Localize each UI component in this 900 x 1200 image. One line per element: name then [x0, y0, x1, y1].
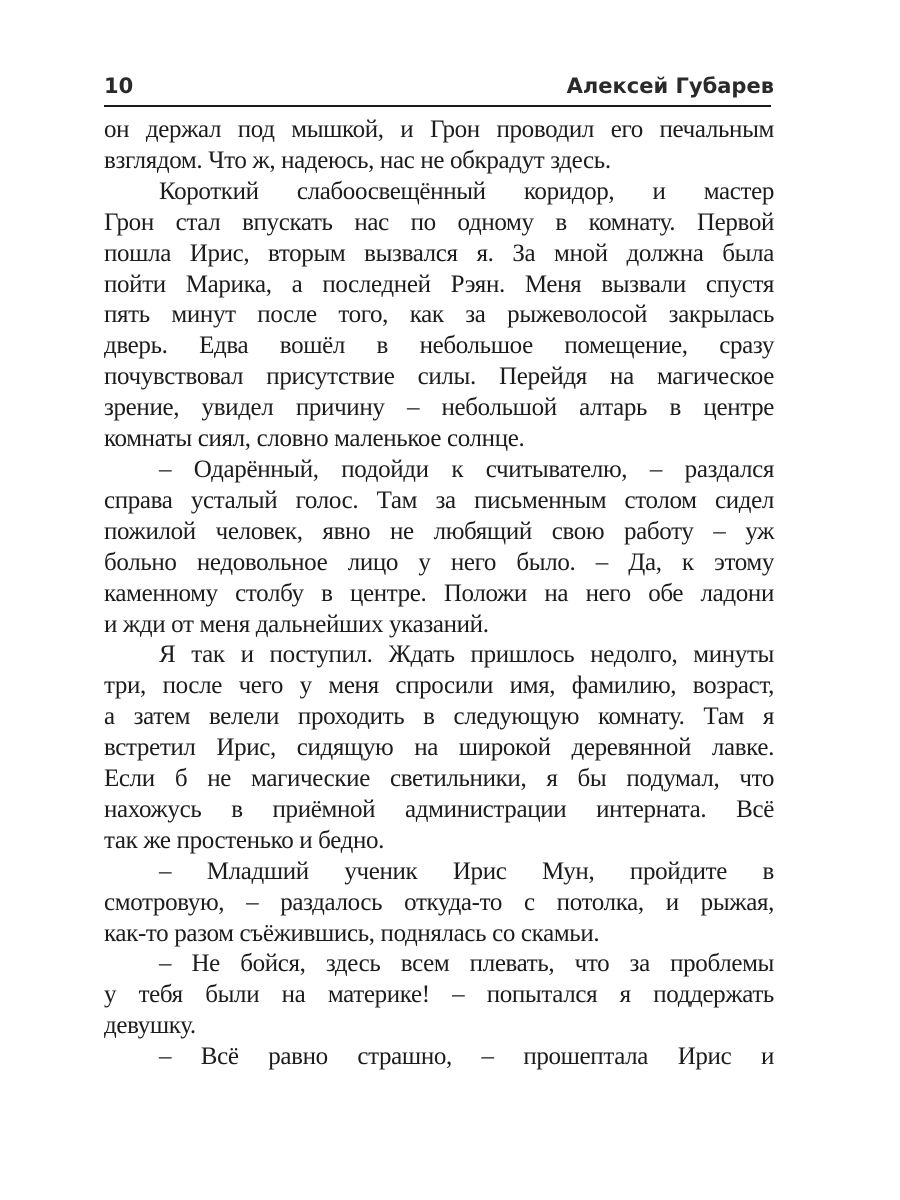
- text-line: он держал под мышкой, и Грон проводил его печальным: [104, 116, 774, 143]
- text-line: а затем велели проходить в следующую комнату. Там я: [104, 703, 774, 731]
- text-line: комнаты сиял, словно маленькое солнце.: [104, 425, 525, 453]
- header-rule: [104, 105, 771, 107]
- text-line: – Одарённый, подойди к считывателю, – раздался: [159, 455, 774, 483]
- text-line: как-то разом съёжившись, поднялась со скамьи.: [104, 919, 600, 947]
- text-line: взглядом. Что ж, надеюсь, нас не обкрадут здесь.: [104, 146, 611, 174]
- page-number: 10: [104, 74, 134, 98]
- text-line: справа усталый голос. Там за письменным столом сидел: [104, 486, 774, 514]
- text-line: Грон стал впускать нас по одному в комнату. Первой: [104, 208, 774, 236]
- book-page: [104, 70, 774, 1073]
- text-line: – Не бойся, здесь всем плевать, что за проблемы: [159, 950, 774, 978]
- text-line: встретил Ирис, сидящую на широкой деревянной лавке.: [104, 734, 774, 762]
- text-line: пойти Марика, а последней Рэян. Меня вызвали спустя: [104, 270, 774, 298]
- text-line: больно недовольное лицо у него было. – Да, к этому: [104, 548, 774, 576]
- text-line: зрение, увидел причину – небольшой алтарь в центре: [104, 394, 774, 422]
- running-head: [104, 70, 774, 102]
- text-line: три, после чего у меня спросили имя, фамилию, возраст,: [104, 672, 774, 700]
- text-line: пожилой человек, явно не любящий свою работу – уж: [104, 517, 774, 545]
- body-text: [104, 115, 774, 1073]
- text-line: смотровую, – раздалось откуда-то с потолка, и рыжая,: [104, 888, 774, 916]
- text-line: девушку.: [104, 1012, 196, 1040]
- text-line: так же простенько и бедно.: [104, 826, 385, 854]
- text-line: каменному столбу в центре. Положи на него обе ладони: [104, 579, 774, 607]
- text-line: и жди от меня дальнейших указаний.: [104, 610, 489, 638]
- text-line: у тебя были на материке! – попытался я поддержать: [104, 981, 774, 1009]
- text-line: пять минут после того, как за рыжеволосой закрылась: [104, 301, 774, 329]
- text-line: нахожусь в приёмной администрации интерната. Всё: [104, 795, 774, 823]
- text-line: дверь. Едва вошёл в небольшое помещение, сразу: [104, 332, 774, 360]
- text-line: Короткий слабоосвещённый коридор, и мастер: [159, 177, 774, 205]
- text-line: почувствовал присутствие силы. Перейдя на магическое: [104, 363, 774, 391]
- author-name: Алексей Губарев: [566, 74, 774, 98]
- text-line: Я так и поступил. Ждать пришлось недолго, минуты: [159, 641, 774, 669]
- text-line: Если б не магические светильники, я бы подумал, что: [104, 765, 774, 793]
- text-line: – Всё равно страшно, – прошептала Ирис и: [159, 1043, 774, 1071]
- text-line: пошла Ирис, вторым вызвался я. За мной должна была: [104, 239, 774, 267]
- text-line: – Младший ученик Ирис Мун, пройдите в: [159, 857, 774, 885]
